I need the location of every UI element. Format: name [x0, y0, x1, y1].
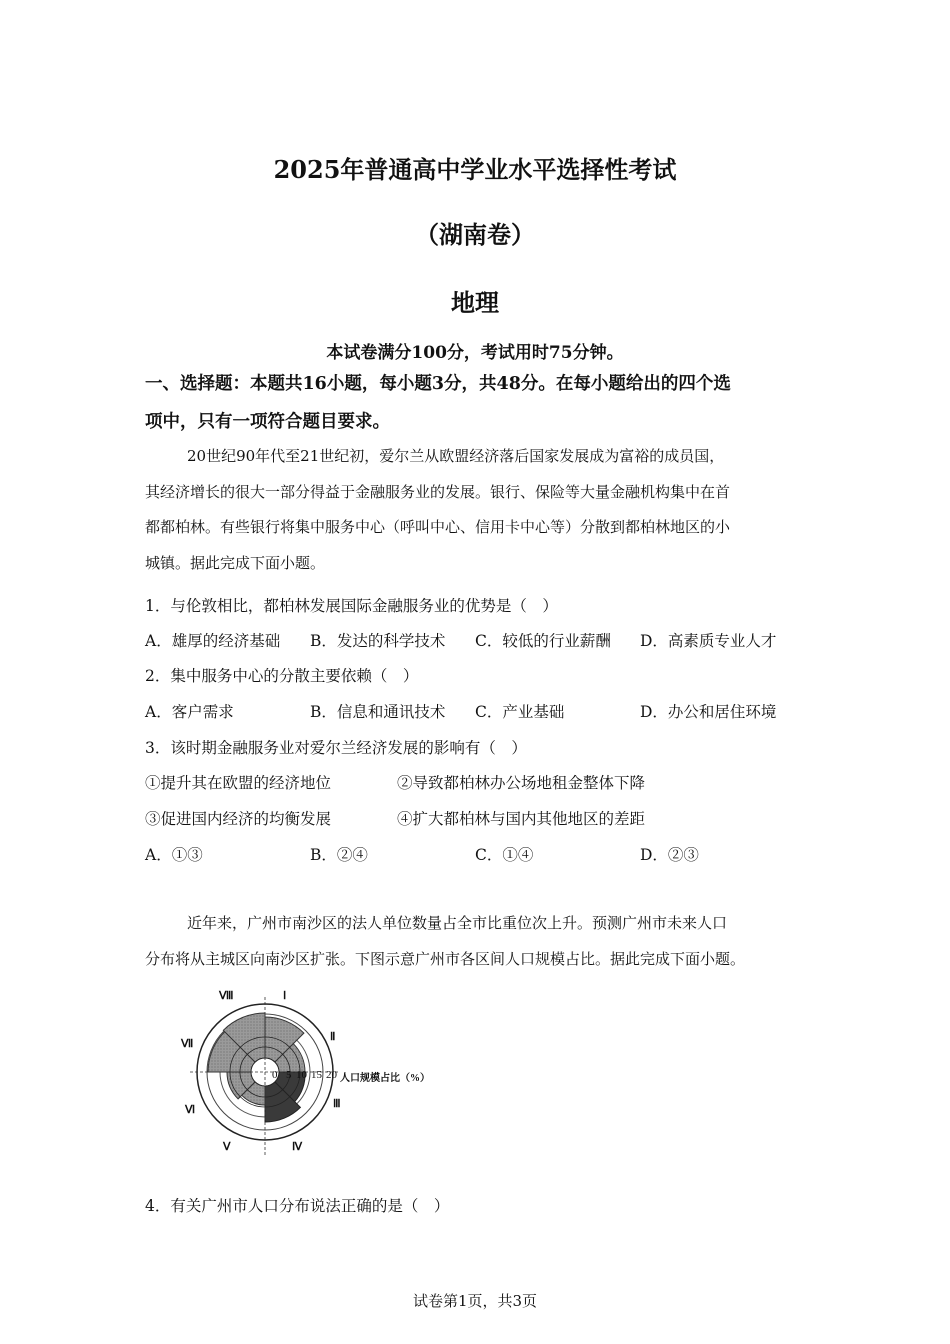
tick-label-10: 10 — [296, 1069, 307, 1081]
sector-label-II: Ⅱ — [330, 1031, 336, 1043]
passage-2 — [145, 906, 825, 977]
question-1-option-c: C．较低的行业薪酬 — [475, 632, 611, 650]
question-2-option-b: B．信息和通讯技术 — [310, 703, 446, 721]
sector-label-I: Ⅰ — [283, 990, 287, 1002]
passage-1 — [145, 439, 805, 581]
exam-subtitle: （湖南卷） — [415, 220, 535, 249]
tick-label-20: 20 — [326, 1069, 337, 1081]
axis-label: 人口规模占比（%） — [340, 1073, 430, 1084]
question-3-option-b: B．②④ — [310, 846, 368, 864]
sector-label-IV: Ⅳ — [292, 1141, 303, 1153]
question-4-stem: 4．有关广州市人口分布说法正确的是（ ） — [145, 1197, 450, 1215]
passage-2-line1: 近年来，广州市南沙区的法人单位数量占全市比重位次上升。预测广州市未来人口 — [187, 914, 728, 932]
exam-subject: 地理 — [451, 288, 499, 317]
exam-title: 2025年普通高中学业水平选择性考试 — [273, 155, 677, 184]
question-3-statement-4: ④扩大都柏林与国内其他地区的差距 — [397, 810, 646, 828]
question-3-option-c: C．①④ — [475, 846, 534, 864]
section-heading-line1: 一、选择题：本题共16小题，每小题3分，共48分。在每小题给出的四个选 — [145, 374, 731, 394]
population-radar-svg — [175, 985, 465, 1160]
question-1-stem: 1．与伦敦相比，都柏林发展国际金融服务业的优势是（ ） — [145, 597, 558, 615]
tick-label-15: 15 — [311, 1069, 322, 1081]
passage-2-line2: 分布将从主城区向南沙区扩张。下图示意广州市各区间人口规模占比。据此完成下面小题。 — [145, 949, 746, 968]
exam-note: 本试卷满分100分，考试用时75分钟。 — [326, 343, 624, 363]
tick-label-0: 0 — [272, 1069, 278, 1081]
question-3-option-a: A．①③ — [145, 846, 203, 864]
sector-label-VI: Ⅵ — [185, 1104, 196, 1116]
question-3-option-d: D．②③ — [640, 846, 699, 864]
passage-1-line3: 都都柏林。有些银行将集中服务中心（呼叫中心、信用卡中心等）分散到都柏林地区的小 — [145, 518, 731, 536]
population-radar-figure — [175, 985, 465, 1160]
sector-label-III: Ⅲ — [333, 1098, 341, 1110]
question-1-option-d: D．高素质专业人才 — [640, 632, 777, 650]
question-3-statement-3: ③促进国内经济的均衡发展 — [145, 810, 332, 828]
sector-label-VIII: Ⅷ — [219, 990, 234, 1002]
sector-label-VII: Ⅶ — [181, 1038, 194, 1050]
question-1-option-a: A．雄厚的经济基础 — [145, 632, 281, 650]
question-3-stem: 3．该时期金融服务业对爱尔兰经济发展的影响有（ ） — [145, 739, 527, 757]
tick-label-5: 5 — [286, 1069, 292, 1081]
question-3-statement-2: ②导致都柏林办公场地租金整体下降 — [397, 774, 646, 792]
question-1-option-b: B．发达的科学技术 — [310, 632, 446, 650]
question-2-option-d: D．办公和居住环境 — [640, 703, 777, 721]
sector-label-V: Ⅴ — [223, 1141, 231, 1153]
passage-1-line1: 20世纪90年代至21世纪初，爱尔兰从欧盟经济落后国家发展成为富裕的成员国， — [187, 447, 725, 465]
passage-1-line4: 城镇。据此完成下面小题。 — [145, 553, 326, 572]
section-heading-line2: 项中，只有一项符合题目要求。 — [145, 412, 390, 432]
section-heading — [145, 365, 815, 441]
question-3-statement-1: ①提升其在欧盟的经济地位 — [145, 774, 332, 792]
question-2-option-c: C．产业基础 — [475, 703, 565, 721]
passage-1-line2: 其经济增长的很大一部分得益于金融服务业的发展。银行、保险等大量金融机构集中在首 — [145, 482, 731, 501]
page-footer: 试卷第1页，共3页 — [412, 1292, 538, 1310]
question-2-stem: 2．集中服务中心的分散主要依赖（ ） — [145, 667, 419, 685]
question-2-option-a: A．客户需求 — [145, 703, 234, 721]
